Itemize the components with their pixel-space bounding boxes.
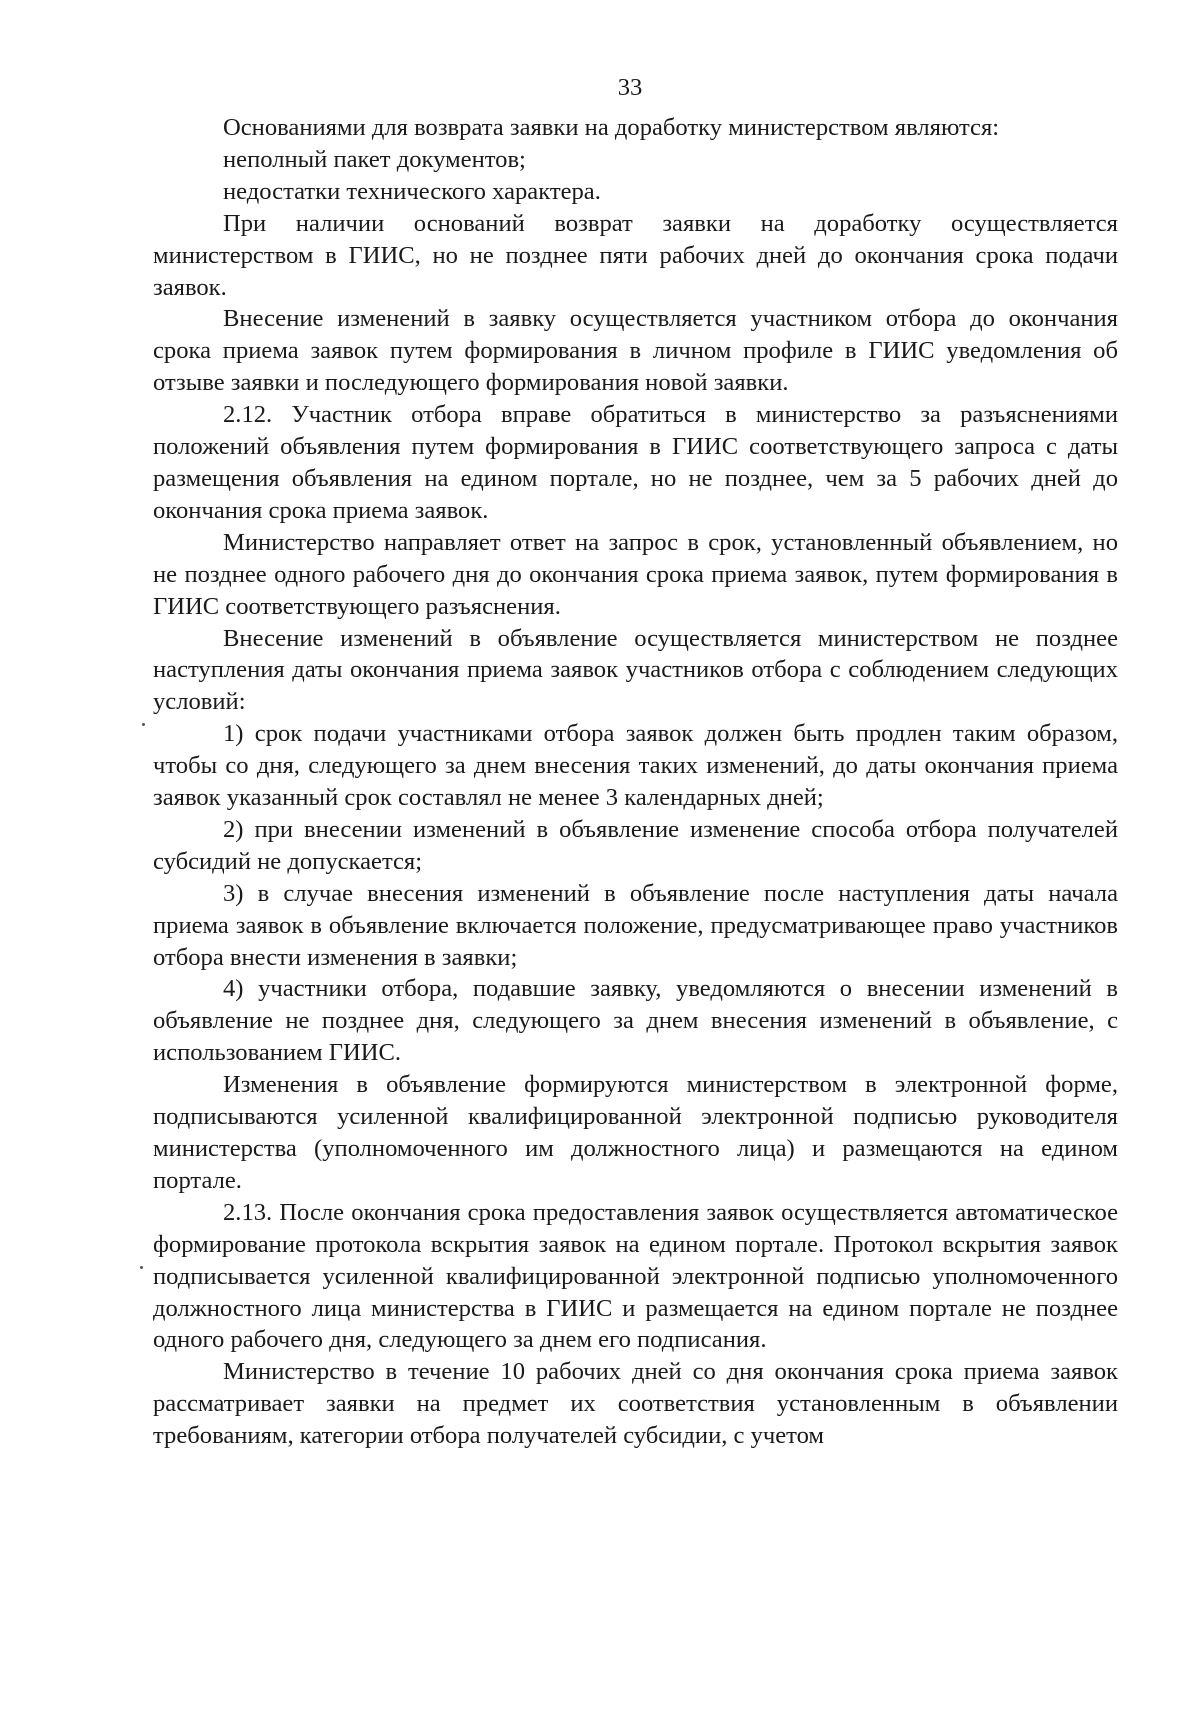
paragraph: Министерство направляет ответ на запрос в срок, установленный объявлением, но не позднее одного рабочего дня до окончания срока приема заявок, путем формирования в ГИИС соответствующего разъяснения. (153, 528, 1118, 620)
paragraph: Основаниями для возврата заявки на доработку министерством являются: (223, 114, 1000, 141)
paragraph: Изменения в объявление формируются министерством в электронной форме, подписываются усиленной квалифицированной электронной подписью руководителя министерства (уполномоченного им должностного лица) и размещаются на едином портале. (153, 1071, 1118, 1194)
paragraph: недостатки технического характера. (223, 177, 601, 205)
paragraph: Министерство в течение 10 рабочих дней со дня окончания срока приема заявок рассматривает заявки на предмет их соответствия установленным в объявлении требованиям, категории отбора получателей субсидии, с учетом (153, 1358, 1118, 1450)
list-item-2: 2) при внесении изменений в объявление изменение способа отбора получателей субсидий не допускается; (153, 815, 1118, 875)
page-number: 33 (617, 74, 643, 101)
paragraph: При наличии оснований возврат заявки на доработку осуществляется министерством в ГИИС, но не позднее пяти рабочих дней до окончания срока подачи заявок. (153, 209, 1118, 301)
list-item-4: 4) участники отбора, подавшие заявку, уведомляются о внесении изменений в объявление не позднее дня, следующего за днем внесения изменений в объявление, с использованием ГИИС. (153, 975, 1118, 1067)
paragraph: Внесение изменений в объявление осуществляется министерством не позднее наступления даты окончания приема заявок участников отбора с соблюдением следующих условий: (153, 624, 1118, 716)
list-item-1: 1) срок подачи участниками отбора заявок должен быть продлен таким образом, чтобы со дня, следующего за днем внесения таких изменений, до даты окончания приема заявок указанный срок составлял не менее 3 календарных дней; (153, 720, 1118, 812)
document-body (153, 112, 1118, 1452)
paragraph: неполный пакет документов; (223, 145, 526, 173)
section-2-13-paragraph: 2.13. После окончания срока предоставления заявок осуществляется автоматическое формирование протокола вскрытия заявок на едином портале. Протокол вскрытия заявок подписывается усиленной квалифицированной электронной подписью уполномоченного должностного лица министерства в ГИИС и размещается на едином портале не позднее одного рабочего дня, следующего за днем его подписания. (153, 1198, 1118, 1354)
section-2-12-paragraph: 2.12. Участник отбора вправе обратиться в министерство за разъяснениями положений объявления путем формирования в ГИИС соответствующего запроса с даты размещения объявления на едином портале, но не позднее, чем за 5 рабочих дней до окончания срока приема заявок. (153, 401, 1118, 524)
scan-speck (142, 723, 145, 726)
paragraph: Внесение изменений в заявку осуществляется участником отбора до окончания срока приема заявок путем формирования в личном профиле в ГИИС уведомления об отзыве заявки и последующего формирования новой заявки. (153, 305, 1118, 397)
list-item-3: 3) в случае внесения изменений в объявление после наступления даты начала приема заявок в объявление включается положение, предусматривающее право участников отбора внести изменения в заявки; (153, 879, 1118, 971)
scan-speck (140, 1266, 143, 1269)
